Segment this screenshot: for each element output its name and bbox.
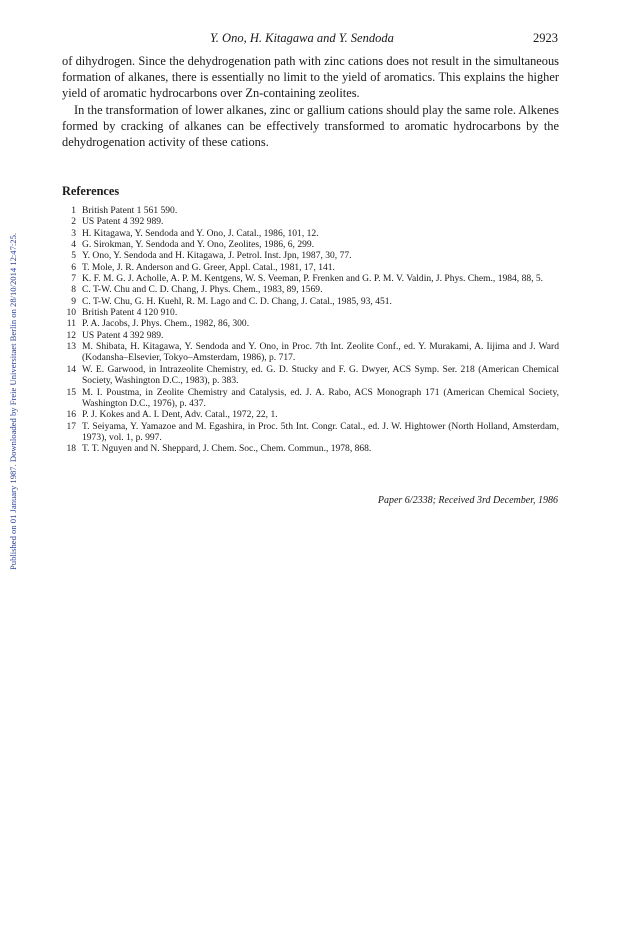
reference-number: 5 [71,250,76,262]
header-authors: Y. Ono, H. Kitagawa and Y. Sendoda [210,31,394,45]
reference-number: 4 [71,239,76,251]
reference-number: 1 [71,205,76,216]
reference-item [62,307,559,318]
received-line: Paper 6/2338; Received 3rd December, 1986 [377,495,558,506]
reference-number: 8 [71,284,76,296]
reference-item [62,262,559,273]
side-download-note [8,150,22,570]
reference-number: 9 [71,295,76,307]
reference-text: Y. Ono, Y. Sendoda and H. Kitagawa, J. Petrol. Inst. Jpn, 1987, 30, 77. [82,250,352,262]
reference-item [62,387,559,410]
reference-item [62,421,559,444]
reference-text: T. Mole, J. R. Anderson and G. Greer, Appl. Catal., 1981, 17, 141. [82,261,335,273]
reference-text: W. E. Garwood, in Intrazeolite Chemistry, ed. G. D. Stucky and F. G. Dwyer, ACS Symp. Ser. 218 (American Chemical Society, Washington D.C., 1983), p. 383. [82,363,559,387]
reference-text: T. T. Nguyen and N. Sheppard, J. Chem. Soc., Chem. Commun., 1978, 868. [82,443,372,455]
reference-number: 2 [71,216,76,228]
reference-text: M. I. Poustma, in Zeolite Chemistry and Catalysis, ed. J. A. Rabo, ACS Monograph 171 (American Chemical Society, Washington D.C., 1976), p. 437. [82,386,559,409]
references-list [62,205,559,455]
reference-number: 3 [71,227,76,239]
reference-text: H. Kitagawa, Y. Sendoda and Y. Ono, J. Catal., 1986, 101, 12. [82,227,319,239]
paragraph-1: of dihydrogen. Since the dehydrogenation path with zinc cations does not result in the simultaneous formation of alkanes, there is essentially no limit to the yield of aromatics. This explains the higher yield of aromatic hydrocarbons over Zn-containing zeolites. [62,54,559,101]
reference-item [62,239,559,250]
reference-item [62,341,559,364]
reference-text: British Patent 4 120 910. [82,307,178,319]
reference-text: G. Sirokman, Y. Sendoda and Y. Ono, Zeolites, 1986, 6, 299. [82,239,315,251]
reference-item [62,330,559,341]
reference-item [62,250,559,261]
reference-number: 11 [66,318,76,330]
page-number: 2923 [533,31,558,45]
reference-text: P. J. Kokes and A. I. Dent, Adv. Catal., 1972, 22, 1. [82,409,278,421]
reference-number: 12 [66,329,76,341]
reference-number: 16 [66,409,76,421]
reference-text: C. T-W. Chu, G. H. Kuehl, R. M. Lago and C. D. Chang, J. Catal., 1985, 93, 451. [82,295,392,307]
reference-item [62,364,559,387]
reference-text: C. T-W. Chu and C. D. Chang, J. Phys. Chem., 1983, 89, 1569. [82,284,323,296]
reference-text: British Patent 1 561 590. [82,205,178,216]
running-header [62,31,558,47]
reference-number: 18 [66,443,76,455]
reference-item [62,409,559,420]
reference-number: 17 [66,420,76,432]
reference-number: 6 [71,261,76,273]
reference-number: 14 [66,363,76,375]
reference-item [62,443,559,454]
reference-text: US Patent 4 392 989. [82,216,164,228]
reference-number: 13 [66,341,76,353]
reference-number: 15 [66,386,76,398]
reference-text: US Patent 4 392 989. [82,329,164,341]
reference-text: M. Shibata, H. Kitagawa, Y. Sendoda and Y. Ono, in Proc. 7th Int. Zeolite Conf., ed. Y. Murakami, A. Iijima and J. Ward (Kodansha–Elsevier, Tokyo–Amsterdam, 1986), p. 717. [82,341,559,364]
reference-item [62,318,559,329]
reference-item [62,216,559,227]
reference-item [62,273,559,284]
reference-item [62,205,559,216]
reference-text: K. F. M. G. J. Acholle, A. P. M. Kentgens, W. S. Veeman, P. Frenken and G. P. M. V. Valdin, J. Phys. Chem., 1984, 88, 5. [82,273,544,285]
reference-item [62,284,559,295]
reference-item [62,296,559,307]
paragraph-2: In the transformation of lower alkanes, zinc or gallium cations should play the same role. Alkenes formed by cracking of alkanes can be effectively transformed to aromatic hydrocarbons by the dehydrogenation activity of these cations. [62,102,559,150]
references-heading: References [62,184,120,198]
body-text [62,53,559,150]
reference-number: 10 [66,307,76,319]
reference-number: 7 [71,273,76,285]
reference-item [62,228,559,239]
side-download-note-text: Published on 01 January 1987. Downloaded by Freie Universitaet Berlin on 28/10/2014 12:47:25. [8,232,18,570]
reference-text: P. A. Jacobs, J. Phys. Chem., 1982, 86, 300. [82,318,250,330]
reference-text: T. Seiyama, Y. Yamazoe and M. Egashira, in Proc. 5th Int. Congr. Catal., ed. J. W. Hightower (North Holland, Amsterdam, 1973), vol. 1, p. 997. [82,420,559,443]
